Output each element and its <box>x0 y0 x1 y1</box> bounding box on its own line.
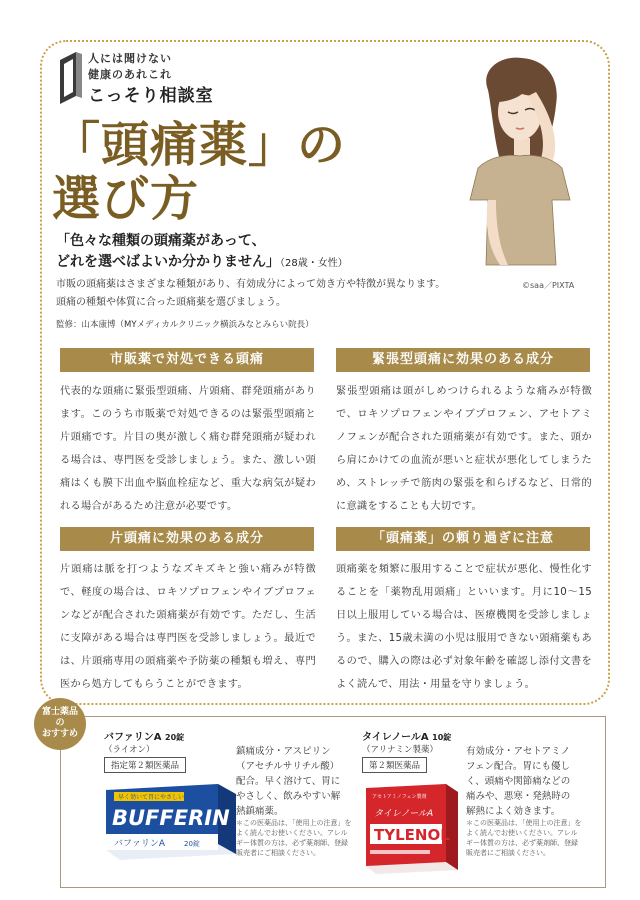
open-door-icon <box>58 50 84 104</box>
tylenol-box-name: タイレノールA <box>374 809 434 819</box>
badge-line-1: 富士薬品 <box>41 707 78 717</box>
product-maker-bufferin: （ライオン） <box>104 745 155 755</box>
product-name-bufferin <box>104 728 184 743</box>
section-heading-tension-headache: 緊張型頭痛に効果のある成分 <box>336 348 590 372</box>
logo-line-3: こっそり相談室 <box>88 86 214 106</box>
bufferin-box-brand: BUFFERIN <box>112 806 230 830</box>
section-body-tension-headache: 緊張型頭痛は頭がしめつけられるような痛みが特徴で、ロキソプロフェンやイブプロフェン、アセトアミノフェンが配合された頭痛薬が有効です。また、頭から肩にかけての血流が悪いと症状が悪化してしまうため、ストレッチで筋肉の緊張を和らげるなど、日常的に意識をすることも大切です。 <box>336 386 592 512</box>
reader-question <box>56 231 496 274</box>
product-desc-bufferin: 鎮痛成分・アスピリン（アセチルサリチル酸）配合。早く溶けて、胃にやさしく、飲みやすい解熱鎮痛薬。 <box>236 746 341 817</box>
bufferin-count: 20錠 <box>165 733 185 742</box>
question-line-1: 「色々な種類の頭痛薬があって、 <box>56 233 266 249</box>
product-note-bufferin: ＊この医薬品は、「使用上の注意」をよく読んでお使いください。アレルギー体質の方は、必ず薬剤師、登録販売者にご相談ください。 <box>236 819 352 857</box>
product-name-tylenol <box>362 728 451 743</box>
title-line-1: 「頭痛薬」の <box>52 117 347 173</box>
section-body-overuse-warning: 頭痛薬を頻繁に服用することで症状が悪化、慢性化することを「薬物乱用頭痛」といいます。月に10〜15日以上服用している場合は、医療機関を受診しましょう。また、15歳未満の小児は服用できない頭痛薬もあるので、購入の際は必ず対象年齢を確認し添付文書をよく読んで、用法・用量を守りましょう。 <box>336 564 592 690</box>
bufferin-name: バファリンA <box>104 732 162 743</box>
logo-line-2: 健康のあれこれ <box>88 68 172 81</box>
column-logo <box>58 48 248 108</box>
bufferin-box-name: バファリンA <box>114 839 165 849</box>
recommend-badge <box>34 698 86 750</box>
bufferin-box-count: 20錠 <box>184 840 200 848</box>
intro-line-2: 頭痛の種類や体質に合った頭痛薬を選びましょう。 <box>56 297 286 308</box>
tylenol-package-image <box>362 780 460 876</box>
section-heading-overuse-warning: 「頭痛薬」の頼り過ぎに注意 <box>336 527 590 551</box>
tylenol-name: タイレノールA <box>362 732 429 743</box>
product-note-tylenol: ＊この医薬品は、「使用上の注意」をよく読んでお使いください。アレルギー体質の方は、必ず薬剤師、登録販売者にご相談ください。 <box>466 819 582 857</box>
product-class-tylenol: 第２類医薬品 <box>362 757 427 773</box>
logo-line-1: 人には聞けない <box>88 52 172 65</box>
illustration-credit: ©saa／PIXTA <box>522 281 575 290</box>
title-line-2: 選び方 <box>52 171 200 227</box>
badge-line-3: おすすめ <box>41 729 79 739</box>
section-heading-otc-headache: 市販薬で対処できる頭痛 <box>60 348 314 372</box>
bufferin-package-image <box>100 780 242 862</box>
product-maker-tylenol: （アリナミン製薬） <box>362 745 438 755</box>
page-title <box>52 118 346 226</box>
tylenol-box-top: アセトアミノフェン製剤 <box>372 794 427 800</box>
asker-age: （28歳・女性） <box>280 258 348 269</box>
product-desc-tylenol: 有効成分・アセトアミノフェン配合。胃にも優しく、頭痛や関節痛などの痛みや、悪寒・発熱時の解熱によく効きます。 <box>466 746 571 817</box>
section-heading-migraine: 片頭痛に効果のある成分 <box>60 527 314 551</box>
question-line-2: どれを選べばよいか分かりません」 <box>56 254 280 270</box>
tylenol-count: 10錠 <box>432 733 452 742</box>
bufferin-box-tag: 早く効いて胃にやさしい <box>118 794 185 801</box>
intro-line-1: 市販の頭痛薬はさまざまな種類があり、有効成分によって効き方や特徴が異なります。 <box>56 279 446 290</box>
intro-text <box>56 276 526 312</box>
tylenol-box-brand: TYLENOL <box>374 826 450 844</box>
section-body-migraine: 片頭痛は脈を打つようなズキズキと強い痛みが特徴で、軽度の場合は、ロキソプロフェンやイブプロフェンなどが配合された頭痛薬が有効です。ただし、生活に支障がある場合は専門医を受診しましょう。最近では、片頭痛専用の頭痛薬や予防薬の種類も増え、専門医から処方してもらうことができます。 <box>60 564 316 690</box>
product-class-bufferin: 指定第２類医薬品 <box>104 757 186 773</box>
supervisor-credit: 監修：山本康博（MYメディカルクリニック横浜みなとみらい院長） <box>56 320 314 330</box>
section-body-otc-headache: 代表的な頭痛に緊張型頭痛、片頭痛、群発頭痛があります。このうち市販薬で対処できるのは緊張型頭痛と片頭痛です。片目の奥が激しく痛む群発頭痛が疑われる場合は、専門医を受診しましょう。また、激しい頭痛はくも膜下出血や脳血栓症など、重大な病気が疑われる場合があるため注意が必要です。 <box>60 386 316 512</box>
badge-line-2: の <box>55 718 65 728</box>
